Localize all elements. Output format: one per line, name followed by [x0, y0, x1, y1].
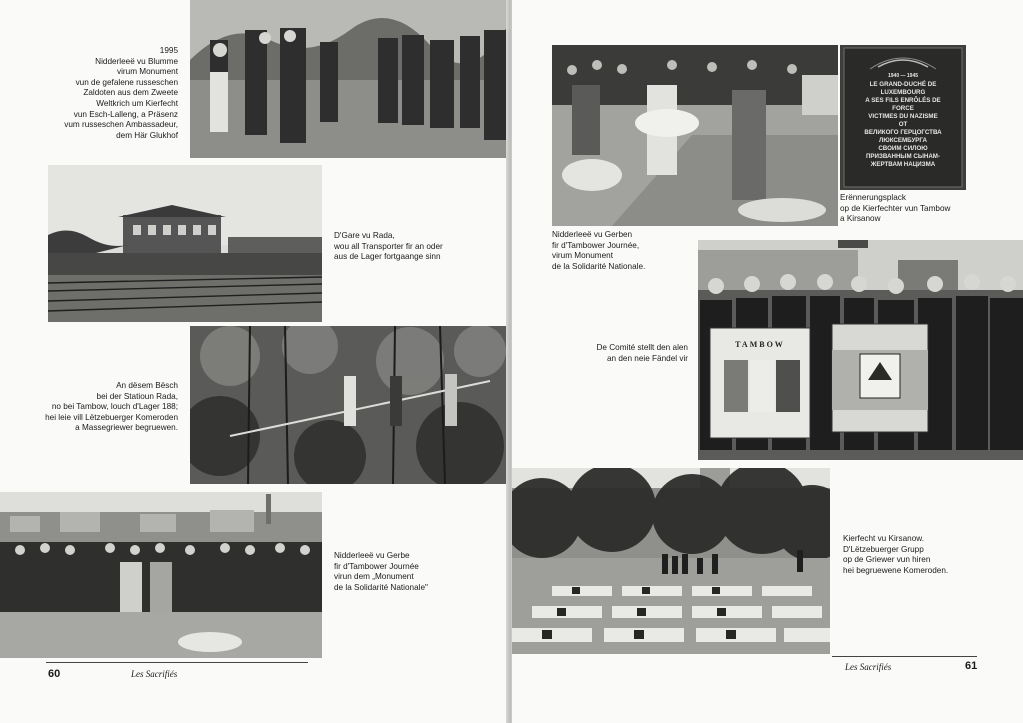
running-title: Les Sacrifiés: [845, 662, 892, 672]
caption-line: Erënnerungsplack: [840, 193, 906, 202]
caption-line: De Comité stellt den alen: [596, 343, 688, 352]
photo-crowd-monument: [0, 492, 322, 658]
caption-plack: [840, 193, 1020, 225]
plaque-years: 1940 — 1945: [887, 73, 919, 79]
plaque-line: VICTIMES DU NAZISME: [868, 113, 938, 120]
caption-kirsanow: [843, 534, 1019, 576]
caption-line: de la Solidarité Nationale.: [552, 261, 646, 271]
footer-rule: [46, 662, 308, 663]
plaque-line: СВОИМ СИЛОЮ: [878, 145, 928, 152]
page-number: 61: [965, 660, 978, 672]
caption-year: 1995: [159, 46, 178, 55]
plaque-line: ПРИЗВАННЫМ СЫНАМ-: [865, 153, 941, 160]
caption-line: Zaldoten aus dem Zweete: [83, 88, 178, 98]
caption-comite: [532, 343, 688, 364]
caption-line: D'Lëtzebuerger Grupp: [843, 544, 924, 554]
caption-line: virum Monument: [552, 251, 613, 261]
caption-line: Weltkrich um Kierfecht: [96, 98, 178, 108]
plaque-line: LE GRAND-DUCHÉ DE: [869, 81, 937, 88]
footer-rule: [832, 656, 977, 657]
caption-line: a Massegriewer begruewen.: [75, 423, 178, 433]
caption-line: fir d'Tambower Journée: [334, 561, 419, 571]
plaque-inscription: [840, 81, 966, 169]
caption-line: op de Kierfechter vun Tambow: [840, 203, 951, 213]
caption-line: Nidderleeë vu Gerbe: [334, 551, 410, 560]
caption-line: D'Gare vu Rada,: [334, 231, 395, 240]
caption-gerbe-left: [334, 551, 504, 593]
plaque-line: FORCE: [892, 105, 914, 112]
caption-line: dem Här Glukhof: [116, 130, 178, 140]
caption-line: aus de Lager fortgaange sinn: [334, 252, 441, 262]
caption-line: vun de gefalene russeschen: [75, 77, 178, 87]
caption-monument-1995: [30, 46, 178, 141]
plaque-line: ВЕЛИКОГО ГЕРЦОГСТВА: [864, 129, 942, 136]
left-page: [0, 0, 508, 723]
caption-line: hei begruewene Komeroden.: [843, 565, 949, 575]
caption-gerben-right: [552, 230, 712, 272]
running-title: Les Sacrifiés: [131, 669, 178, 679]
plaque-line: ЖЕРТВАМ НАЦИЗМА: [870, 161, 936, 168]
caption-gare-rada: [334, 231, 504, 263]
page-number: 60: [48, 668, 61, 680]
caption-line: vum russeschen Ambassadeur,: [64, 120, 178, 130]
caption-line: fir d'Tambower Journée,: [552, 240, 640, 250]
plaque-line: ОТ: [898, 121, 908, 128]
caption-line: bei der Statioun Rada,: [96, 391, 178, 401]
caption-line: hei leie vill Lëtzebuerger Komeroden: [45, 412, 178, 422]
photo-committee-flags: [698, 240, 1023, 460]
photo-forest-rada: [190, 326, 508, 484]
photo-wreath-laying-1995: [190, 0, 508, 158]
plaque-line: ЛЮКСЕМБУРГА: [878, 137, 928, 144]
caption-line: vun Esch-Lalleng, a Präsenz: [73, 109, 178, 119]
caption-line: virum Monument: [117, 67, 178, 77]
plaque-line: A SES FILS ENRÔLÉS DE: [865, 97, 941, 104]
caption-line: Nidderleeë vu Blumme: [95, 56, 178, 66]
caption-besch: [0, 381, 178, 434]
caption-line: op de Griewer vun hiren: [843, 555, 931, 565]
caption-line: a Kirsanow: [840, 214, 881, 224]
photo-flowers-monument: [552, 45, 838, 226]
photo-memorial-plaque: [840, 45, 966, 190]
photo-rada-station: [48, 165, 322, 322]
caption-line: wou all Transporter fir an oder: [334, 241, 443, 251]
plaque-line: LUXEMBOURG: [880, 89, 926, 96]
flag-banner-text: TAMBOW: [735, 340, 785, 349]
caption-line: an den neie Fändel vir: [606, 353, 688, 363]
caption-line: Nidderleeë vu Gerben: [552, 230, 633, 239]
caption-line: Kierfecht vu Kirsanow.: [843, 534, 925, 543]
caption-line: An dësem Bësch: [116, 381, 178, 390]
caption-line: de la Solidarité Nationale": [334, 582, 428, 592]
caption-line: virun dem „Monument: [334, 572, 414, 582]
caption-line: no bei Tambow, louch d'Lager 188;: [51, 402, 178, 412]
right-page: [512, 0, 1023, 723]
photo-cemetery-kirsanow: [512, 468, 830, 654]
